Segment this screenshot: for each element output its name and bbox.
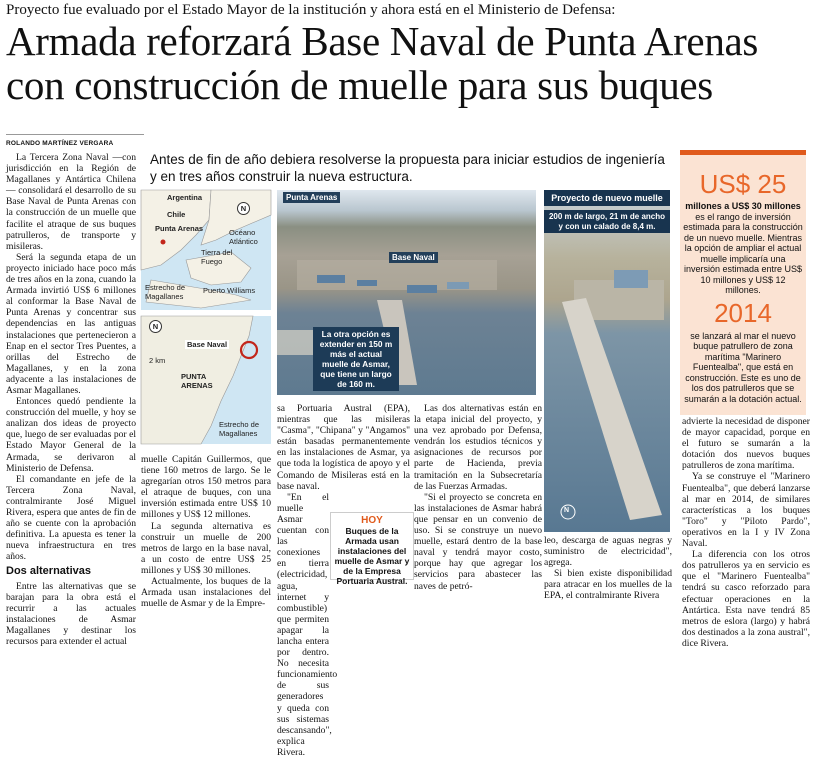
fact-year: 2014 — [714, 297, 772, 328]
paragraph: leo, descarga de aguas negras y suministro de electricidad", agrega. — [544, 535, 672, 569]
paragraph: Ya se construye el "Marinero Fuentealba", que deberá lanzarse al mar en 2014, de similares características a los buques "Toro" y "Piloto Pardo", operativos en la I y IV Zona Naval. — [682, 471, 810, 550]
map-label-punta-arenas: Punta Arenas — [155, 224, 204, 233]
paragraph: "Si el proyecto se concreta en las instalaciones de Asmar habrá que pensar en un convenio de uso. Si se construye un nuevo muelle, estará dentro de la base naval y tendrá mayor costo, porque hay que agregar los servicios para abastecer las naves de petró- — [414, 491, 542, 592]
compass-north-icon: N — [237, 202, 250, 215]
map-scale: 2 km — [149, 356, 166, 365]
paragraph: La Tercera Zona Naval —con jurisdicción en la Región de Magallanes y Antártica Chilena— consolidará el desarrollo de su Base Naval de Punta Arenas con la construcción de un muelle que facilite el atraque de sus buques patrulleros, de transporte y misileras. — [6, 152, 136, 252]
photo-title: Proyecto de nuevo muelle — [544, 190, 670, 206]
region-map — [141, 190, 271, 310]
article-column-4 — [414, 403, 542, 607]
paragraph: Entonces quedó pendiente la construcción del muelle, y hoy se analizan dos ideas de proyecto que, luego de ser evaluadas por el Estado Mayor General de la Armada, se derivaron al Ministerio de Defensa. — [6, 396, 136, 474]
paragraph: Las dos alternativas están en la etapa inicial del proyecto, y una vez aprobado por Defensa, vendrán los estudios técnicos y asignaciones de recursos por parte de Hacienda, previa tramitación en la Subsecretaría de las Fuerzas Armadas. — [414, 403, 542, 492]
headline — [6, 19, 811, 107]
hoy-label: HOY — [361, 515, 383, 526]
photo-caption: 200 m de largo, 21 m de ancho y con un calado de 8,4 m. — [544, 210, 670, 233]
compass-north-icon: N — [564, 507, 570, 514]
map-label-estrecho: Estrecho de Magallanes — [145, 283, 186, 301]
article-column-6 — [682, 416, 810, 649]
paragraph: La segunda alternativa es construir un muelle de 200 metros de largo en la base naval, a un costo de entre US$ 25 millones y US$ 30 millones. — [141, 520, 271, 576]
headline-line-1: Armada reforzará Base Naval de Punta Arenas — [6, 18, 759, 64]
paragraph: muelle Capitán Guillermos, que tiene 160 metros de largo. Se le agregarían otros 150 metros para el atraque de buques, con una inversión estimada entre US$ 10 millones y US$ 12 millones. — [141, 454, 271, 521]
map-label-estrecho: Estrecho de Magallanes — [219, 420, 260, 438]
paragraph: Entre las alternativas que se barajan para la obra está el recurrir a las actuales instalaciones de Asmar Magallanes y destinar los recursos para extender el actual — [6, 580, 136, 648]
map-label-punta-arenas: PUNTA ARENAS — [181, 372, 213, 390]
article-column-1 — [6, 152, 136, 648]
fact-amount-range: millones a US$ 30 millones — [685, 201, 801, 211]
map-label-tierra-del-fuego: Tierra del Fuego — [201, 248, 233, 266]
map-label-puerto-williams: Puerto Williams — [203, 286, 256, 295]
aerial-photo-base — [277, 190, 536, 395]
fact-text: se lanzará al mar el nuevo buque patrullero de zona marítima "Marinero Fuentealba", que está en construcción. Este es uno de los dos patrulleros que se sumarán a la dotación actual. — [684, 330, 802, 404]
fact-text: es el rango de inversión estimada para la construcción de un nuevo muelle. Mientras la opción de ampliar el actual muelle implicaría una inversión estimada entre US$ 10 millones y US$ 12 millones. — [683, 211, 803, 295]
city-map — [141, 316, 271, 444]
subhead: Dos alternativas — [6, 565, 91, 578]
hoy-callout — [330, 512, 414, 586]
compass-north-icon: N — [149, 320, 162, 333]
fact-sidebar — [680, 150, 806, 415]
map-label-base-naval: Base Naval — [187, 340, 228, 349]
new-pier-art — [544, 190, 670, 532]
headline-line-2: con construcción de muelle para sus buques — [6, 62, 713, 108]
paragraph: sa Portuaria Austral (EPA), mientras que las misileras "Casma", "Chipana" y "Angamos" están basadas permanentemente en las instalaciones de Asmar, ya que toda la logística de apoyo y el Comando de Misileras está en la base naval. — [277, 403, 410, 492]
paragraph: La diferencia con los otros dos patrulleros ya en servicio es que el "Marinero Fuentealba" tendrá su casco reforzado para efectuar operaciones en la Antártica. Esta nave tendrá 85 metros de eslora (largo) y habrá dos destinados a la zona austral", dice Rivera. — [682, 549, 810, 649]
article-column-5 — [544, 535, 672, 607]
paragraph: Será la segunda etapa de un proyecto iniciado hace poco más de tres años en la zona, cuando la Armada invirtió US$ 6 millones al conformar la Base Naval de Punta Arenas y concentrar sus dependencias en las antiguas instalaciones que pertenecieron a Enap en el sector Tres Puentes, a orillas del Estrecho de Magallanes, y en la zona adyacente a las instalaciones de Asmar Magallanes. — [6, 251, 136, 396]
kicker: Proyecto fue evaluado por el Estado Mayor de la institución y ahora está en el Ministerio de Defensa: — [6, 2, 616, 18]
paragraph: Si bien existe disponibilidad para atracar en los muelles de la EPA, el contralmirante Rivera — [544, 568, 672, 602]
article-column-2 — [141, 454, 271, 610]
byline: ROLANDO MARTÍNEZ VERGARA — [6, 140, 114, 147]
photo-label-punta-arenas: Punta Arenas — [283, 192, 340, 203]
paragraph: advierte la necesidad de disponer de mayor capacidad, porque en el futuro se sumarán a la dotación dos nuevos buques patrulleros de zona marítima. — [682, 416, 810, 472]
photo-label-base-naval: Base Naval — [389, 252, 438, 263]
fact-amount: US$ 25 — [699, 169, 787, 199]
byline-rule — [6, 134, 144, 135]
aerial-photo-new-pier — [544, 190, 670, 532]
paragraph: Actualmente, los buques de la Armada usan instalaciones del muelle de Asmar y de la Empre- — [141, 576, 271, 610]
paragraph: El comandante en jefe de la Tercera Zona Naval, contralmirante José Miguel Rivera, espera que antes de fin de año se cuente con la aprobación definitiva. La apuesta es tener la nueva infraestructura en tres años. — [6, 473, 136, 563]
deck: Antes de fin de año debiera resolverse la propuesta para iniciar estudios de ingeniería y en tres años construir la nueva estructura. — [150, 152, 665, 184]
paragraph: "En el muelle Asmar cuentan con las conexiones en tierra (electricidad, agua, internet y combustible) que permiten apagar la lancha entera por dentro. No necesita funcionamiento de sus generadores y queda con sus sistemas descansando", explica Rivera. — [277, 491, 338, 758]
map-label-oceano: Océano Atlántico — [229, 228, 258, 246]
photo-caption: La otra opción es extender en 150 m más el actual muelle de Asmar, que tiene un largo de 160 m. — [313, 327, 399, 391]
map-label-chile: Chile — [167, 210, 186, 219]
hoy-text: Buques de la Armada usan instalaciones del muelle de Asmar y de la Empresa Portuaria Austral. — [334, 526, 410, 586]
map-label-argentina: Argentina — [167, 193, 203, 202]
